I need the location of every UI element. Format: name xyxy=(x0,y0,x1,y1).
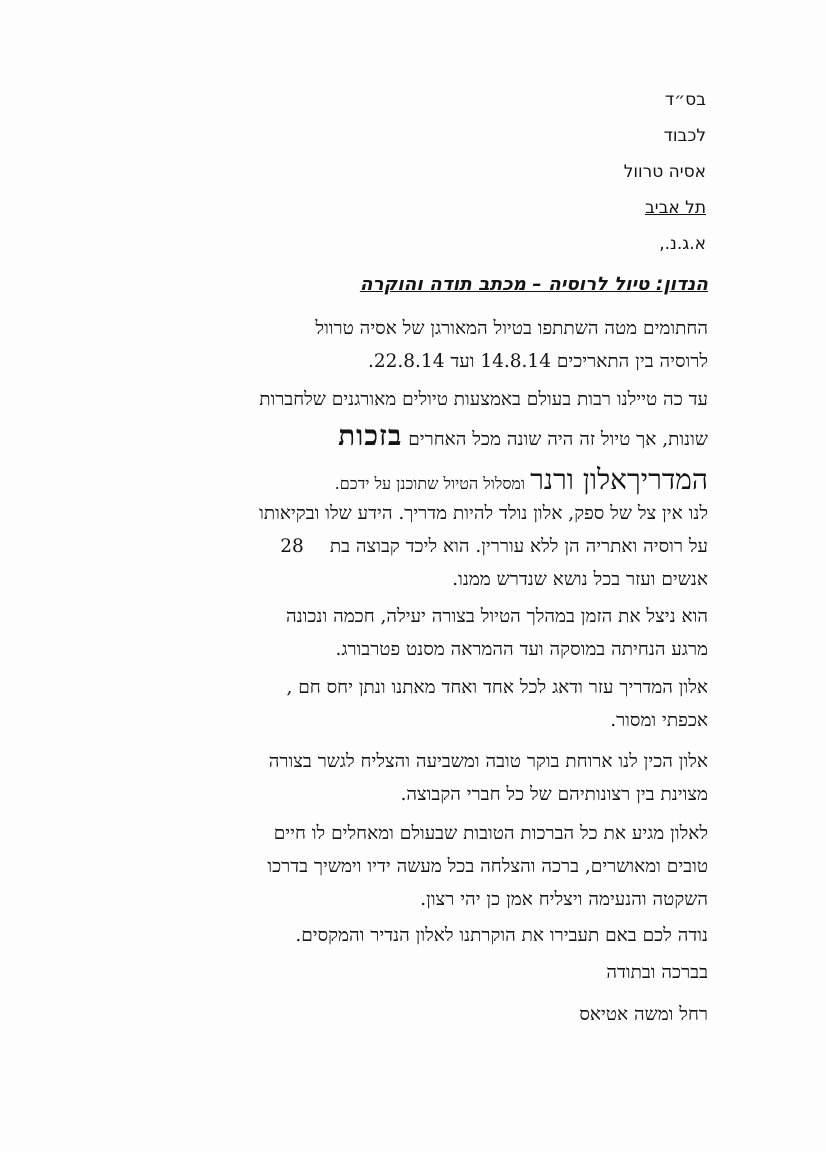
paragraph-blessings xyxy=(18,817,708,916)
signature-names xyxy=(18,998,708,1031)
paragraph-text: על רוסיה ואתריה הן ללא עוררין. הוא ליכד קבוצה בת xyxy=(329,536,708,557)
paragraph-text: שונות, אך טיול זה היה שונה מכל האחרים xyxy=(402,429,708,450)
paragraph-line xyxy=(18,416,708,460)
paragraph-line xyxy=(18,530,708,563)
paragraph-line: רחל ומשה אטיאס xyxy=(579,1004,708,1025)
recipient-city: תל אביב xyxy=(644,198,706,218)
paragraph-line: השקטה והנעימה ויצליח אמן כן יהי רצון. xyxy=(420,889,708,910)
group-size-number: 28 xyxy=(280,536,304,557)
paragraph-time-use xyxy=(18,600,708,666)
greeting: א.ג.נ., xyxy=(659,234,706,254)
paragraph-line: אלון המדריך עזר ודאג לכל אחד ואחד מאתנו ונתן יחס חם , xyxy=(286,677,708,698)
paragraph-line: אנשים ועזר בכל נושא שנדרש ממנו. xyxy=(452,569,708,590)
paragraph-line: הוא ניצל את הזמן במהלך הטיול בצורה יעילה, חכמה ונכונה xyxy=(286,606,708,627)
bsd-mark: בס״ד xyxy=(664,90,706,110)
paragraph-line: עד כה טיילנו רבות בעולם באמצעות טיולים מאורגנים שלחברות xyxy=(259,389,708,410)
paragraph-line: בברכה ובתודה xyxy=(606,962,708,983)
paragraph-text: ומסלול הטיול שתוכנן על ידכם. xyxy=(334,474,531,493)
paragraph-guide-born xyxy=(18,497,708,596)
paragraph-line: נודה לכם באם תעבירו את הוקרתנו לאלון הנדיר והמקסים. xyxy=(295,925,708,946)
emphasis-text: בזכות xyxy=(338,419,403,452)
paragraph-line: אכפתי ומסור. xyxy=(610,710,708,731)
paragraph-care xyxy=(18,671,708,737)
paragraph-line: טובים ומאושרים, ברכה והצלחה בכל מעשה ידיו וימשיך בדרכו xyxy=(267,856,708,877)
closing-salutation xyxy=(18,956,708,989)
recipient-company: אסיה טרוול xyxy=(623,162,706,182)
paragraph-participants xyxy=(18,312,708,378)
recipient-salutation: לכבוד xyxy=(663,126,706,146)
paragraph-line: החתומים מטה השתתפו בטיול המאורגן של אסיה טרוול xyxy=(315,318,708,339)
paragraph-line: לרוסיה בין התאריכים 14.8.14 ועד 22.8.14. xyxy=(367,351,708,372)
paragraph-line: לאלון מגיע את כל הברכות הטובות שבעולם ומאחלים לו חיים xyxy=(273,823,708,844)
guide-name-emphasis: המדריךאלון ורנר xyxy=(530,463,708,496)
letter-subject: הנדון: טיול לרוסיה – מכתב תודה והוקרה xyxy=(359,274,708,295)
paragraph-request xyxy=(18,919,708,952)
paragraph-line: לנו אין צל של ספק, אלון נולד להיות מדריך. הידע שלו ובקיאותו xyxy=(259,503,708,524)
paragraph-line: אלון הכין לנו ארוחת בוקר טובה ומשביעה והצליח לגשר בצורה xyxy=(268,751,708,772)
paragraph-line: מרגע הנחיתה במוסקה ועד ההמראה מסנט פטרבורג. xyxy=(335,639,708,660)
paragraph-comparison xyxy=(18,383,708,504)
paragraph-line: מצוינת בין רצונותיהם של כל חברי הקבוצה. xyxy=(400,784,708,805)
paragraph-breakfast xyxy=(18,745,708,811)
letter-header xyxy=(406,88,706,268)
